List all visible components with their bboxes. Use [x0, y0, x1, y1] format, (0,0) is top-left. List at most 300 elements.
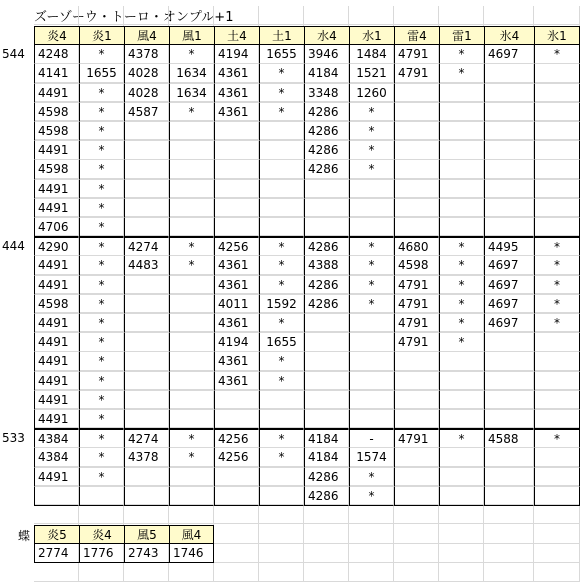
data-cell[interactable]: *: [79, 160, 124, 179]
data-cell[interactable]: *: [349, 276, 394, 295]
data-cell[interactable]: [169, 391, 214, 410]
data-cell[interactable]: 4141: [34, 64, 79, 83]
data-cell[interactable]: [439, 218, 484, 237]
data-cell[interactable]: [484, 122, 534, 141]
data-cell[interactable]: [394, 352, 439, 371]
data-cell[interactable]: [484, 160, 534, 179]
group-label[interactable]: 544: [2, 47, 25, 62]
data-cell[interactable]: *: [349, 141, 394, 160]
data-cell[interactable]: [534, 391, 580, 410]
data-cell[interactable]: 4361: [214, 103, 259, 122]
data-cell[interactable]: [214, 122, 259, 141]
data-cell[interactable]: 4791: [394, 45, 439, 64]
data-cell[interactable]: [394, 372, 439, 391]
data-cell[interactable]: [534, 218, 580, 237]
data-cell[interactable]: [304, 199, 349, 218]
data-cell[interactable]: *: [79, 84, 124, 103]
data-cell[interactable]: 4491: [34, 84, 79, 103]
data-cell[interactable]: 4286: [304, 276, 349, 295]
data-cell[interactable]: *: [259, 256, 304, 275]
data-cell[interactable]: 4491: [34, 410, 79, 429]
data-cell[interactable]: [394, 84, 439, 103]
data-cell[interactable]: *: [79, 180, 124, 199]
data-cell[interactable]: [439, 160, 484, 179]
data-cell[interactable]: [124, 391, 169, 410]
data-cell[interactable]: [439, 122, 484, 141]
column-header[interactable]: 雷1: [439, 26, 484, 45]
data-cell[interactable]: *: [439, 333, 484, 352]
data-cell[interactable]: 4598: [34, 295, 79, 314]
data-cell[interactable]: [534, 333, 580, 352]
data-cell[interactable]: *: [79, 122, 124, 141]
data-cell[interactable]: 4697: [484, 295, 534, 314]
data-cell[interactable]: [439, 448, 484, 467]
data-cell[interactable]: *: [534, 256, 580, 275]
data-cell[interactable]: *: [79, 333, 124, 352]
data-cell[interactable]: *: [259, 448, 304, 467]
data-cell[interactable]: *: [439, 237, 484, 256]
data-cell[interactable]: [394, 103, 439, 122]
data-cell[interactable]: 1655: [259, 333, 304, 352]
butterfly-value[interactable]: 2743: [124, 544, 169, 563]
data-cell[interactable]: 3946: [304, 45, 349, 64]
data-cell[interactable]: [484, 468, 534, 487]
data-cell[interactable]: [394, 410, 439, 429]
data-cell[interactable]: *: [439, 314, 484, 333]
data-cell[interactable]: [214, 468, 259, 487]
data-cell[interactable]: *: [349, 468, 394, 487]
data-cell[interactable]: *: [79, 372, 124, 391]
data-cell[interactable]: 4491: [34, 372, 79, 391]
data-cell[interactable]: 1592: [259, 295, 304, 314]
data-cell[interactable]: *: [79, 429, 124, 448]
data-cell[interactable]: 4598: [34, 103, 79, 122]
data-cell[interactable]: [259, 122, 304, 141]
data-cell[interactable]: *: [349, 103, 394, 122]
data-cell[interactable]: [484, 448, 534, 467]
data-cell[interactable]: *: [79, 45, 124, 64]
data-cell[interactable]: [124, 352, 169, 371]
data-cell[interactable]: *: [169, 448, 214, 467]
data-cell[interactable]: [124, 372, 169, 391]
data-cell[interactable]: *: [79, 141, 124, 160]
data-cell[interactable]: [394, 218, 439, 237]
data-cell[interactable]: [439, 487, 484, 506]
data-cell[interactable]: [534, 141, 580, 160]
data-cell[interactable]: 4697: [484, 256, 534, 275]
butterfly-value[interactable]: 2774: [34, 544, 79, 563]
data-cell[interactable]: 4491: [34, 141, 79, 160]
data-cell[interactable]: 4697: [484, 276, 534, 295]
data-cell[interactable]: [534, 84, 580, 103]
data-cell[interactable]: [169, 276, 214, 295]
data-cell[interactable]: [214, 160, 259, 179]
data-cell[interactable]: [439, 372, 484, 391]
data-cell[interactable]: 4256: [214, 237, 259, 256]
data-cell[interactable]: *: [259, 237, 304, 256]
data-cell[interactable]: [394, 448, 439, 467]
data-cell[interactable]: [349, 218, 394, 237]
data-cell[interactable]: [484, 84, 534, 103]
sheet-title[interactable]: ズーゾーウ・トーロ・オンプル+1: [34, 10, 234, 25]
data-cell[interactable]: [214, 141, 259, 160]
data-cell[interactable]: *: [439, 276, 484, 295]
data-cell[interactable]: *: [79, 410, 124, 429]
data-cell[interactable]: [34, 487, 79, 506]
data-cell[interactable]: 4028: [124, 64, 169, 83]
data-cell[interactable]: [124, 218, 169, 237]
butterfly-header[interactable]: 炎5: [34, 525, 79, 544]
data-cell[interactable]: [439, 180, 484, 199]
data-cell[interactable]: [124, 160, 169, 179]
data-cell[interactable]: [169, 314, 214, 333]
data-cell[interactable]: *: [79, 103, 124, 122]
data-cell[interactable]: [304, 180, 349, 199]
data-cell[interactable]: *: [79, 468, 124, 487]
data-cell[interactable]: 4378: [124, 45, 169, 64]
data-cell[interactable]: 4286: [304, 141, 349, 160]
butterfly-value[interactable]: 1776: [79, 544, 124, 563]
data-cell[interactable]: [169, 218, 214, 237]
data-cell[interactable]: 4290: [34, 237, 79, 256]
data-cell[interactable]: 4184: [304, 448, 349, 467]
data-cell[interactable]: *: [169, 429, 214, 448]
data-cell[interactable]: *: [439, 64, 484, 83]
data-cell[interactable]: 4491: [34, 276, 79, 295]
data-cell[interactable]: *: [259, 352, 304, 371]
data-cell[interactable]: [484, 352, 534, 371]
data-cell[interactable]: *: [439, 429, 484, 448]
data-cell[interactable]: [534, 64, 580, 83]
data-cell[interactable]: *: [79, 237, 124, 256]
data-cell[interactable]: [484, 199, 534, 218]
data-cell[interactable]: 4791: [394, 64, 439, 83]
data-cell[interactable]: [124, 468, 169, 487]
data-cell[interactable]: 1655: [79, 64, 124, 83]
data-cell[interactable]: 4491: [34, 468, 79, 487]
data-cell[interactable]: 4361: [214, 276, 259, 295]
data-cell[interactable]: *: [534, 295, 580, 314]
data-cell[interactable]: 1634: [169, 64, 214, 83]
data-cell[interactable]: 4491: [34, 199, 79, 218]
data-cell[interactable]: [304, 218, 349, 237]
data-cell[interactable]: [394, 391, 439, 410]
data-cell[interactable]: [394, 180, 439, 199]
data-cell[interactable]: [304, 314, 349, 333]
data-cell[interactable]: 1484: [349, 45, 394, 64]
data-cell[interactable]: 4495: [484, 237, 534, 256]
data-cell[interactable]: [484, 410, 534, 429]
data-cell[interactable]: [124, 295, 169, 314]
data-cell[interactable]: [394, 160, 439, 179]
data-cell[interactable]: 4256: [214, 429, 259, 448]
data-cell[interactable]: *: [349, 237, 394, 256]
data-cell[interactable]: 4384: [34, 448, 79, 467]
column-header[interactable]: 風1: [169, 26, 214, 45]
data-cell[interactable]: *: [534, 276, 580, 295]
data-cell[interactable]: *: [534, 45, 580, 64]
data-cell[interactable]: 4588: [484, 429, 534, 448]
data-cell[interactable]: 4680: [394, 237, 439, 256]
data-cell[interactable]: [169, 122, 214, 141]
data-cell[interactable]: 4361: [214, 372, 259, 391]
data-cell[interactable]: [439, 468, 484, 487]
column-header[interactable]: 水1: [349, 26, 394, 45]
data-cell[interactable]: [304, 352, 349, 371]
data-cell[interactable]: [534, 352, 580, 371]
data-cell[interactable]: [534, 468, 580, 487]
data-cell[interactable]: 4491: [34, 314, 79, 333]
data-cell[interactable]: 4194: [214, 333, 259, 352]
data-cell[interactable]: [349, 352, 394, 371]
data-cell[interactable]: 4791: [394, 276, 439, 295]
data-cell[interactable]: 1655: [259, 45, 304, 64]
butterfly-label[interactable]: 蝶: [18, 529, 31, 543]
data-cell[interactable]: [124, 487, 169, 506]
data-cell[interactable]: *: [79, 314, 124, 333]
data-cell[interactable]: 4791: [394, 295, 439, 314]
data-cell[interactable]: *: [349, 295, 394, 314]
data-cell[interactable]: 4361: [214, 352, 259, 371]
data-cell[interactable]: *: [169, 103, 214, 122]
data-cell[interactable]: [79, 487, 124, 506]
data-cell[interactable]: [394, 141, 439, 160]
data-cell[interactable]: *: [259, 372, 304, 391]
column-header[interactable]: 水4: [304, 26, 349, 45]
data-cell[interactable]: [534, 103, 580, 122]
data-cell[interactable]: [304, 410, 349, 429]
data-cell[interactable]: [169, 352, 214, 371]
data-cell[interactable]: [259, 487, 304, 506]
data-cell[interactable]: 4028: [124, 84, 169, 103]
data-cell[interactable]: [484, 141, 534, 160]
data-cell[interactable]: [534, 410, 580, 429]
data-cell[interactable]: [484, 180, 534, 199]
data-cell[interactable]: [259, 180, 304, 199]
data-cell[interactable]: [259, 391, 304, 410]
column-header[interactable]: 炎4: [34, 26, 79, 45]
column-header[interactable]: 土1: [259, 26, 304, 45]
data-cell[interactable]: *: [169, 45, 214, 64]
data-cell[interactable]: [534, 372, 580, 391]
butterfly-header[interactable]: 風5: [124, 525, 169, 544]
data-cell[interactable]: *: [259, 84, 304, 103]
data-cell[interactable]: [169, 333, 214, 352]
data-cell[interactable]: 4491: [34, 180, 79, 199]
data-cell[interactable]: 4598: [34, 122, 79, 141]
data-cell[interactable]: 4791: [394, 429, 439, 448]
data-cell[interactable]: 4361: [214, 314, 259, 333]
data-cell[interactable]: [439, 103, 484, 122]
data-cell[interactable]: [169, 372, 214, 391]
data-cell[interactable]: 4598: [34, 160, 79, 179]
data-cell[interactable]: 4286: [304, 487, 349, 506]
data-cell[interactable]: 4791: [394, 333, 439, 352]
data-cell[interactable]: 4184: [304, 64, 349, 83]
data-cell[interactable]: [439, 199, 484, 218]
data-cell[interactable]: [534, 199, 580, 218]
data-cell[interactable]: *: [259, 276, 304, 295]
data-cell[interactable]: *: [259, 429, 304, 448]
data-cell[interactable]: 3348: [304, 84, 349, 103]
data-cell[interactable]: 1260: [349, 84, 394, 103]
group-label[interactable]: 533: [2, 431, 25, 446]
data-cell[interactable]: [394, 487, 439, 506]
data-cell[interactable]: *: [259, 314, 304, 333]
data-cell[interactable]: 1521: [349, 64, 394, 83]
column-header[interactable]: 氷4: [484, 26, 534, 45]
data-cell[interactable]: [534, 180, 580, 199]
data-cell[interactable]: *: [349, 487, 394, 506]
column-header[interactable]: 炎1: [79, 26, 124, 45]
data-cell[interactable]: [214, 391, 259, 410]
data-cell[interactable]: [169, 199, 214, 218]
data-cell[interactable]: *: [79, 276, 124, 295]
group-label[interactable]: 444: [2, 239, 25, 254]
data-cell[interactable]: [304, 372, 349, 391]
data-cell[interactable]: [349, 333, 394, 352]
data-cell[interactable]: 4491: [34, 333, 79, 352]
data-cell[interactable]: 4378: [124, 448, 169, 467]
data-cell[interactable]: *: [349, 122, 394, 141]
data-cell[interactable]: [124, 141, 169, 160]
column-header[interactable]: 雷4: [394, 26, 439, 45]
data-cell[interactable]: 4388: [304, 256, 349, 275]
data-cell[interactable]: *: [169, 256, 214, 275]
data-cell[interactable]: *: [79, 218, 124, 237]
data-cell[interactable]: *: [79, 295, 124, 314]
data-cell[interactable]: *: [259, 103, 304, 122]
data-cell[interactable]: *: [439, 295, 484, 314]
data-cell[interactable]: [124, 314, 169, 333]
data-cell[interactable]: [394, 122, 439, 141]
data-cell[interactable]: 4286: [304, 103, 349, 122]
data-cell[interactable]: 1574: [349, 448, 394, 467]
data-cell[interactable]: [259, 218, 304, 237]
data-cell[interactable]: [169, 410, 214, 429]
data-cell[interactable]: [439, 391, 484, 410]
data-cell[interactable]: [394, 468, 439, 487]
data-cell[interactable]: [439, 84, 484, 103]
data-cell[interactable]: 4791: [394, 314, 439, 333]
data-cell[interactable]: *: [79, 391, 124, 410]
data-cell[interactable]: [259, 141, 304, 160]
data-cell[interactable]: [259, 160, 304, 179]
data-cell[interactable]: [124, 199, 169, 218]
data-cell[interactable]: 4194: [214, 45, 259, 64]
data-cell[interactable]: [214, 218, 259, 237]
data-cell[interactable]: [259, 468, 304, 487]
data-cell[interactable]: *: [534, 314, 580, 333]
data-cell[interactable]: [169, 160, 214, 179]
data-cell[interactable]: [304, 333, 349, 352]
data-cell[interactable]: 4256: [214, 448, 259, 467]
data-cell[interactable]: [534, 160, 580, 179]
data-cell[interactable]: 4274: [124, 237, 169, 256]
data-cell[interactable]: [124, 333, 169, 352]
butterfly-header[interactable]: 炎4: [79, 525, 124, 544]
data-cell[interactable]: 4248: [34, 45, 79, 64]
data-cell[interactable]: 4587: [124, 103, 169, 122]
data-cell[interactable]: [349, 314, 394, 333]
data-cell[interactable]: 4491: [34, 391, 79, 410]
data-cell[interactable]: 4491: [34, 352, 79, 371]
data-cell[interactable]: [259, 199, 304, 218]
data-cell[interactable]: [394, 199, 439, 218]
butterfly-header[interactable]: 風4: [169, 525, 214, 544]
data-cell[interactable]: 4361: [214, 64, 259, 83]
data-cell[interactable]: [534, 487, 580, 506]
data-cell[interactable]: *: [534, 429, 580, 448]
data-cell[interactable]: 4286: [304, 295, 349, 314]
data-cell[interactable]: [214, 487, 259, 506]
data-cell[interactable]: [214, 410, 259, 429]
data-cell[interactable]: [439, 352, 484, 371]
data-cell[interactable]: *: [259, 64, 304, 83]
data-cell[interactable]: [484, 64, 534, 83]
data-cell[interactable]: [349, 391, 394, 410]
data-cell[interactable]: 4184: [304, 429, 349, 448]
data-cell[interactable]: [349, 199, 394, 218]
data-cell[interactable]: [124, 410, 169, 429]
data-cell[interactable]: [484, 103, 534, 122]
data-cell[interactable]: 4706: [34, 218, 79, 237]
data-cell[interactable]: *: [439, 45, 484, 64]
data-cell[interactable]: *: [439, 256, 484, 275]
data-cell[interactable]: *: [79, 448, 124, 467]
data-cell[interactable]: [124, 122, 169, 141]
data-cell[interactable]: [259, 410, 304, 429]
data-cell[interactable]: 4598: [394, 256, 439, 275]
data-cell[interactable]: [439, 410, 484, 429]
data-cell[interactable]: 4697: [484, 314, 534, 333]
data-cell[interactable]: [534, 448, 580, 467]
data-cell[interactable]: [484, 218, 534, 237]
data-cell[interactable]: [484, 487, 534, 506]
data-cell[interactable]: 4491: [34, 256, 79, 275]
data-cell[interactable]: [124, 276, 169, 295]
data-cell[interactable]: [349, 372, 394, 391]
data-cell[interactable]: [484, 333, 534, 352]
data-cell[interactable]: [439, 141, 484, 160]
data-cell[interactable]: [124, 180, 169, 199]
data-cell[interactable]: [304, 391, 349, 410]
data-cell[interactable]: *: [534, 237, 580, 256]
data-cell[interactable]: *: [79, 256, 124, 275]
data-cell[interactable]: [349, 410, 394, 429]
data-cell[interactable]: *: [79, 199, 124, 218]
data-cell[interactable]: [169, 487, 214, 506]
data-cell[interactable]: 4286: [304, 160, 349, 179]
data-cell[interactable]: [484, 391, 534, 410]
data-cell[interactable]: [169, 141, 214, 160]
data-cell[interactable]: -: [349, 429, 394, 448]
data-cell[interactable]: 4697: [484, 45, 534, 64]
data-cell[interactable]: 4286: [304, 122, 349, 141]
data-cell[interactable]: [169, 295, 214, 314]
butterfly-value[interactable]: 1746: [169, 544, 214, 563]
data-cell[interactable]: *: [349, 160, 394, 179]
data-cell[interactable]: 4361: [214, 84, 259, 103]
data-cell[interactable]: 4384: [34, 429, 79, 448]
data-cell[interactable]: 4483: [124, 256, 169, 275]
column-header[interactable]: 土4: [214, 26, 259, 45]
data-cell[interactable]: [169, 468, 214, 487]
data-cell[interactable]: 4361: [214, 256, 259, 275]
column-header[interactable]: 氷1: [534, 26, 580, 45]
data-cell[interactable]: [214, 199, 259, 218]
data-cell[interactable]: [534, 122, 580, 141]
